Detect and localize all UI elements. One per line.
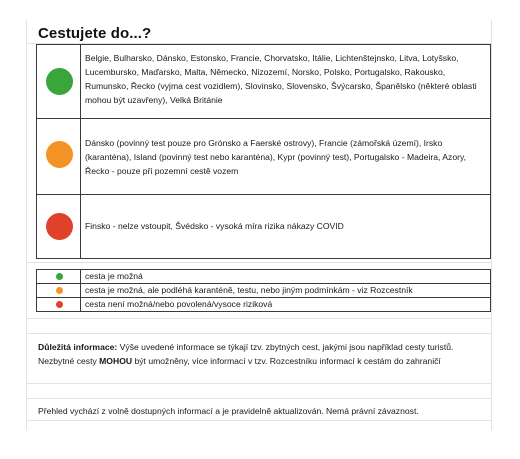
destinations-table	[36, 44, 491, 259]
table-row-green	[37, 45, 490, 119]
red-legend-dot	[56, 301, 63, 308]
disclaimer-text: Přehled vychází z volně dostupných informací a je pravidelně aktualizován. Nemá právní závaznost.	[38, 406, 419, 416]
status-dot-cell	[37, 195, 81, 258]
grid-line	[26, 20, 27, 430]
red-country-list: Finsko - nelze vstoupit, Švédsko - vysoká míra rizika nákazy COVID	[85, 221, 344, 231]
legend-label: cesta je možná, ale podléhá karanténě, testu, nebo jiným podmínkám - viz Rozcestník	[85, 285, 413, 295]
grid-line	[26, 262, 492, 263]
green-status-dot	[46, 68, 73, 95]
legend-row	[37, 270, 490, 284]
legend-label: cesta není možná/nebo povolená/vysoce riziková	[85, 299, 273, 309]
red-status-dot	[46, 213, 73, 240]
status-dot-cell	[37, 119, 81, 194]
legend-row	[37, 284, 490, 298]
grid-line	[26, 398, 492, 399]
grid-line	[26, 420, 492, 421]
orange-status-dot	[46, 141, 73, 168]
grid-line	[26, 318, 492, 319]
legend-row	[37, 298, 490, 312]
grid-line	[26, 333, 492, 334]
orange-country-list: Dánsko (povinný test pouze pro Grónsko a Faerské ostrovy), Francie (zámořská území), Irsko (karanténa), Island (povinný test nebo karanténa), Kypr (povinný test), Portugalsko - Madeira, Azory, Řecko - pouze při pozemní cestě vozem	[85, 138, 467, 176]
green-legend-dot	[56, 273, 63, 280]
table-row-red	[37, 195, 490, 258]
legend-dot-cell	[37, 284, 81, 297]
note-emphasis: MOHOU	[99, 355, 133, 366]
note-text: Výše uvedené informace se týkají tzv. zbytných cest, jakými jsou například cesty turistů. Nezbytné cesty	[38, 342, 454, 366]
grid-line	[26, 383, 492, 384]
legend-table	[36, 269, 491, 312]
green-country-list: Belgie, Bulharsko, Dánsko, Estonsko, Francie, Chorvatsko, Itálie, Lichtenštejnsko, Litva, Lotyšsko, Lucembursko, Maďarsko, Malta, Německo, Nizozemí, Norsko, Polsko, Portugalsko, Rakousko, Rumunsko, Řecko (vyjma cest vozidlem), Slovinsko, Slovensko, Švýcarsko, Španělsko (některé oblasti mohou být uzavřeny), Velká Británie	[85, 53, 477, 105]
grid-line	[491, 20, 492, 430]
legend-label: cesta je možná	[85, 271, 143, 281]
page-title: Cestujete do...?	[38, 25, 152, 42]
note-label: Důležitá informace:	[38, 342, 118, 352]
important-note	[38, 341, 486, 368]
note-text: být umožněny, více informací v tzv. Rozcestníku informací k cestám do zahraničí	[132, 355, 441, 366]
legend-dot-cell	[37, 298, 81, 312]
orange-legend-dot	[56, 287, 63, 294]
legend-dot-cell	[37, 270, 81, 283]
status-dot-cell	[37, 45, 81, 118]
table-row-orange	[37, 119, 490, 195]
